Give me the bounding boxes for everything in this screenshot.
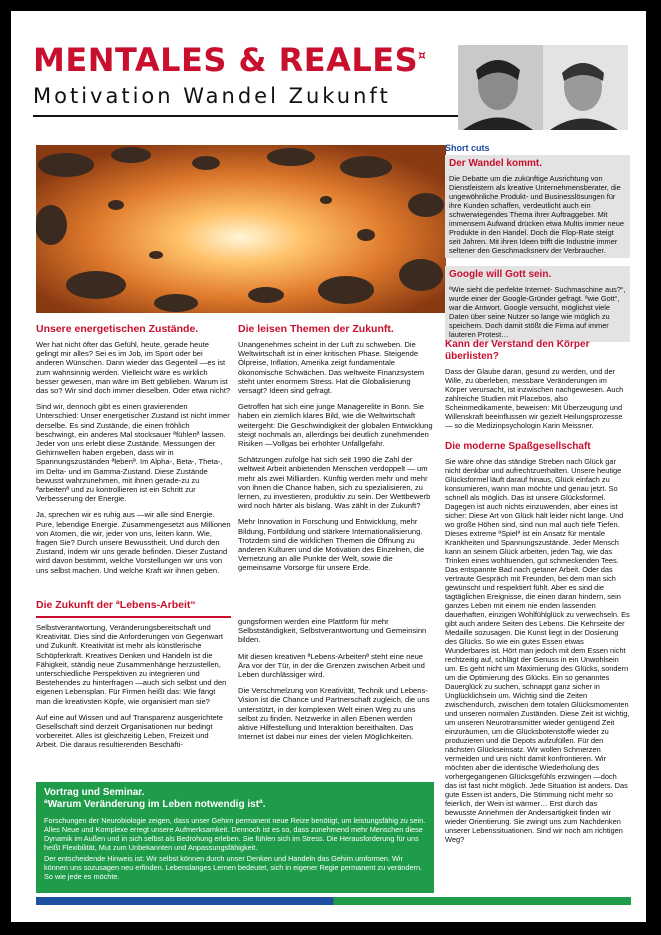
article-heading: Unsere energetischen Zustände. [36,323,199,335]
seminar-paragraph: Forschungen der Neurobiologie zeigen, dass unser Gehirn permanent neue Reize benötigt, um leistungsfähig zu sein. Alles Neue und Komplexe erregt unsere Aufmerksamkeit. Dennoch ist es so, dass zunehmend mehr Menschen diese Dynamik im Außen und in sich selbst als Bedrohung erleben. Sie fühlen sich im Stress. Die Herausforderung für uns heißt Flexibilität, Mut zum Unbekannten und Anpassungsfähigkeit. [44,816,426,852]
article-paragraph: Selbstverantwortung, Veränderungsbereitschaft und Kreativität. Dies sind die Anforderungen von Gegenwart und Zukunft. Kreativität ist mehr als künstlerische Schöpferkraft. Kreatives Denken und Handeln ist die Fähigkeit, ständig neue Zusammenhänge herzustellen, unterschiedliche Perspektiven zu integrieren und Bestehendes zu hinterfragen —auch sich selbst und den eigenen Lebensplan. Für Firmen heißt das: Wie fängt man die kreativsten Köpfe, wie organisiert man sie? [36,623,227,706]
masthead-title [33,41,426,79]
masthead-title-amp: & [238,41,267,79]
footer-color-bar [36,897,631,905]
shortcut-item [445,155,630,258]
seminar-title: Vortrag und Seminar. [44,787,145,798]
shortcut-item [445,441,630,844]
article-paragraph: Die Verschmelzung von Kreativität, Technik und Lebens-Vision ist die Chance und Partnerschaft zugleich, die uns unterstützt, in der komplexen Welt einen Weg zu uns selbst zu finden. Netzwerke in allen Ebenen werden aktive Hilfestellung und Interaktion bereithalten. Das Internet ist dabei nur eines der vielen Möglichkeiten. [238,686,430,742]
shortcut-text: Die Debatte um die zukünftige Ausrichtung von Dienstleistern als kreative Unternehmensberater, die ungewöhnliche Produkt- und Businesslösungen für ihre Kunden schaffen, verdeutlicht auch ein schwerwiegendes Thema ihrer Auftraggeber. Mit immensem Aufwand drücken etwa Multis immer neue Produkte in den Handel. Doch die Flop-Rate steigt seit Jahren. Mit ihren Ideen trifft die Industrie immer seltener den Geschmacksnerv der Verbraucher. [449,174,624,255]
section-divider [36,616,231,618]
article-paragraph: Schätzungen zufolge hat sich seit 1990 die Zahl der weltweit Arbeit anbietenden Menschen verdoppelt — um mehr als zwei Milliarden. Künftig werden mehr und mehr von ihnen die Chance haben, sich zu spezialisieren, zu lernen, zu investieren, produktiv zu sein. Der Wettbewerb wird noch härter als bislang. Was zählt in der Zukunft? [238,455,431,511]
asteroid-explosion-image [36,145,446,313]
masthead-trademark: ¤ [418,48,427,63]
article-lebensarbeit-right [238,617,433,748]
shortcut-text: Dass der Glaube daran, gesund zu werden, und der Wille, zu überleben, messbare Veränderungen im Körper verursacht, ist inzwischen nachgewiesen. Auch zahlreiche Studien mit Placebos, also Scheinmedikamente, beweisen: Mit Überzeugung und Willenskraft beeinflussen wir gezielt Heilungsprozesse — so die Medizinpsychologin Karin Meissner. [445,367,624,430]
shortcut-item [445,339,630,430]
shortcut-heading: Kann der Verstand den Körper überlisten? [445,339,590,362]
author-portraits [458,45,628,130]
article-zustaende [36,323,231,582]
shortcuts-label: Short cuts [445,143,490,153]
seminar-paragraph: Der entscheidende Hinweis ist: Wir selbst können durch unser Denken und Handeln das Gehirn umformen. Wir können uns sozusagen neu erfinden. Lebenslanges Lernen bedeutet, sich in eigener Regie permanent zu verändern. So wie jede es möchte. [44,854,423,881]
shortcut-text: ªWie sieht die perfekte Internet- Suchmaschine aus?“, wurde einer der Google-Gründer gefragt. ªwie Gott“, war die Antwort. Google versucht, möglichst viele Daten über seine Nutzer so lange wie möglich zu speichern. Doch damit stößt die Firma auf immer lauteren Protest… [449,285,626,339]
article-paragraph: Wer hat nicht öfter das Gefühl, heute, gerade heute gelingt mir alles? Sei es im Job, im Sport oder bei anderen Wünschen. Dann wieder das Gegenteil —es ist zum wahnsinnig werden. Vielleicht wäre es wirklich besser gewesen, man wäre im Bett geblieben. Warum ist das so? Wir sind doch immer dieselben. Oder etwa nicht? [36,340,231,396]
shortcut-heading: Die moderne Spaßgesellschaft [445,441,591,452]
masthead-subtitle: Motivation Wandel Zukunft [33,84,391,108]
hero-image [36,145,446,313]
shortcut-text: Sie wäre ohne das ständige Streben nach Glück gar nicht denkbar und aufrechtzuerhalten. Unsere heutige Glücksformel läuft darauf hinaus, Glück einfach zu konsumieren, wann man möchte und genau jetzt. So schnell als möglich. Das ist unsere Glücksformel. Dagegen ist auch nichts einzuwenden, aber eines ist sicher: Diese Art von Glück hält leider nicht lange. Und wo große Höhen sind, sind nun mal auch tiefe Tiefen. Dieses extreme ªSpielª ist ein Ansatz für mentale Krankheiten und Spannungszustände. Jeder Mensch kann an seinem Glück arbeiten, jeden Tag, wie das Trinken eines wohltuenden, gut schmeckenden Tees. Das entspannte Bad nach getaner Arbeit. Oder das vertraute Gespräch mit Freunden, bei dem man sich gewünscht und respektiert fühlt. Aber es sind die tagtäglichen Ereignisse, die einen daran hindern, sein ganzes Leben mit einem nie enden lassenden dauerhaften, einzigen Wohlfühlglück zu verwechseln. Es gibt auch andere Seiten des Lebens. Die Kehrseite der Medaille sozusagen. Die Kunst liegt in der Dosierung des Glücks. So wie ein gutes Essen etwas Wunderbares ist. Hört man jedoch mit dem Essen nicht rechtzeitig auf, schlägt der Genuss in ein Unwohlsein um. Es geht nicht um Maximierung des Glücks, sondern um die Optimierung des Glücks. Ein so genanntes Dauerglück zu suchen, schnappt ganz sicher in Unglücklichsein um. Wichtig sind die Zeiten zwischendurch, zwischen dem totalen Glücksmomenten und unseren normalen Zuständen. Diese Zeit ist wichtig, um unseren Neurotransmitter wieder genügend Zeit einzuräumen, um die Glücksbotenstoffe wieder zu produzieren und die Depots aufzufüllen. Für den nächsten Glückseinsatz. Wir wollen Schmerzen vermeiden und uns nicht damit konfrontieren. Wir möchten aber die identische Wiederholung des vorhergegangenen Glücksgefühls erzwingen —doch das ist fast nicht möglich. Jede Situation ist anders. Das gute Essen ist anders, Die Stimmung nicht mehr so feierlich, der Wein ist wärmer… Erst durch das bewusste Annehmen der Andersartigkeit finden wir wieder Orientierung. Sie zwingt uns zum Nachdenken unserer Lebenssituationen. Sind wir noch am richtigen Weg? [445,457,630,844]
article-paragraph: Mit diesen kreativen ªLebens-Arbeitenª steht eine neue Ära vor der Tür, in der die Grenzen zwischen Arbeit und Leben durchlässiger wird. [238,651,425,680]
article-lebensarbeit-left [36,599,231,757]
article-paragraph: Ja, sprechen wir es ruhig aus —wir alle sind Energie. Pure, lebendige Energie. Zusammengesetzt aus Millionen von Atomen, die wir, jeder von uns, leiten kann. Wie, fragen Sie? Durch unsere Bewusstheit. Und durch den Zustand, indem wir uns gerade befinden. Dieser Zustand wird davon bestimmt, welche Vorstellungen wir uns von uns selbst machen. Und welche Kraft wir ihnen geben. [36,510,231,575]
magazine-page [11,11,646,922]
masthead-title-part1: MENTALES [33,41,227,79]
shortcut-heading: Der Wandel kommt. [449,158,542,169]
masthead-divider [33,115,458,117]
article-themen [238,323,433,580]
article-paragraph: gungsformen werden eine Plattform für mehr Selbstständigkeit, Selbstverantwortung und Gemeinsinn bilden. [238,617,427,645]
shortcut-item [445,266,630,342]
shortcut-heading: Google will Gott sein. [449,269,552,280]
article-paragraph: Sind wir, dennoch gibt es einen gravierenden Unterschied: Unser energetischer Zustand ist nicht immer derselbe. Es sind Zustände, die einen fröhlich beschwingt, ein anderes Mal stocksauer ªfühlenª lassen. Jeder von uns erlebt diese Zustände. Messungen der Gehirnwellen haben ergeben, dass wir in Spannungszuständen ªlebenª. Im Alpha-, Beta-, Theta-, im Delta- und im Gamma-Zustand. Diese Zustände bewusst wahrzunehmen, mit ihnen gerade-zu zu ªarbeitenª und zu kontrollieren ist ein Schritt zur Verbesserung der Energie. [36,402,230,504]
article-paragraph: Unangenehmes scheint in der Luft zu schweben. Die Weltwirtschaft ist in einer kritischen Phase. Steigende Ölpreise, Inflation, Amerika zeigt fundamentale ökonomische Schwächen. Das weltweite Finanzsystem steht unter enormem Stress. Hat die Globalisierung versagt? Ideen sind gefragt. [238,340,425,396]
article-paragraph: Mehr Innovation in Forschung und Entwicklung, mehr Bildung, Fortbildung und stärkere Internationalisierung. Trotzdem sind die wirklichen Themen die Öffnung zu anderen Kulturen und die Motivation des Einzelnen, die Vernetzung an alle Punkte der Welt, sowie die gemeinsame Vorsorge für unsere Erde. [238,517,425,573]
seminar-box [36,782,434,893]
article-heading: Die leisen Themen der Zukunft. [238,323,394,335]
article-paragraph: Auf eine auf Wissen und auf Transparenz ausgerichtete Gesellschaft sind derzeit Organisationen nur bedingt vorbereitet. Alles ist gleichzeitig Leben, Freizeit und Arbeit. Die daraus resultierenden Beschäfti- [36,712,224,750]
article-paragraph: Getroffen hat sich eine junge Managerelite in Bonn. Sie haben ein ziemlich klares Bild, wie die Weltwirtschaft weitergeht: Die Geschwindigkeit der globalen Entwicklung steigt nochmals an, allerdings bei deutlich zunehmenden Risiken —Vollgas bei erhöhter Unfallgefahr. [238,402,433,449]
portrait-photo-image [458,45,628,130]
masthead-title-part2: REALES [278,41,419,79]
article-heading: Die Zukunft der ªLebens-Arbeit“ [36,599,196,611]
seminar-subtitle: ªWarum Veränderung im Leben notwendig istª. [44,799,266,810]
